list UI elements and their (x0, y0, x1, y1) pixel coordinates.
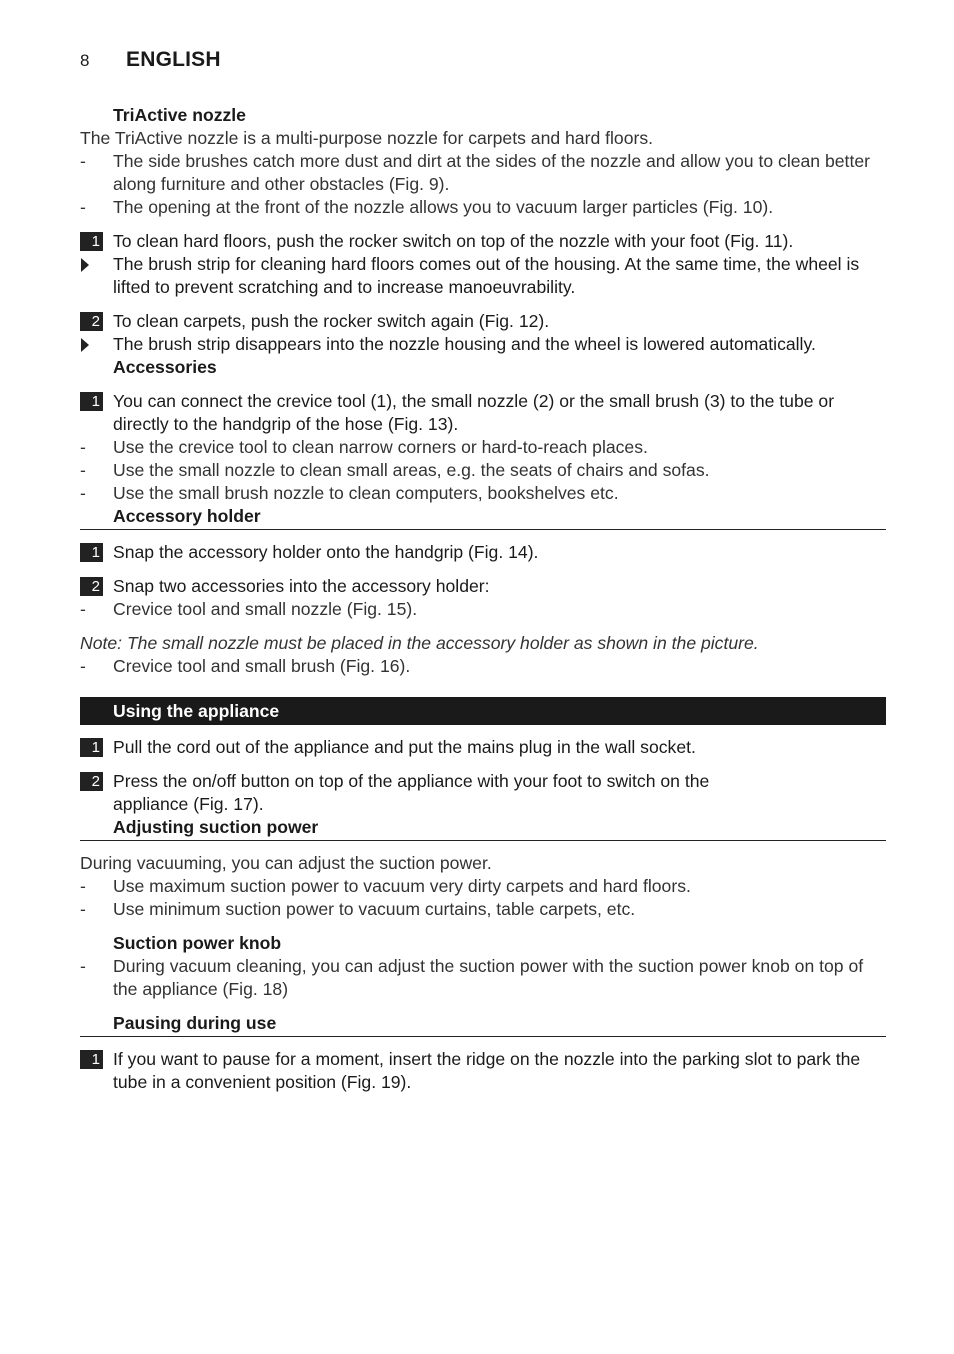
accessory-holder-heading: Accessory holder (80, 505, 886, 530)
accessories-heading: Accessories (113, 357, 217, 377)
list-item-text: The side brushes catch more dust and dirt at the sides of the nozzle and allow you to clean better along furniture and other obstacles (Fig. 9). (113, 151, 870, 194)
step-item (80, 230, 886, 253)
list-item-text: Use the crevice tool to clean narrow corners or hard-to-reach places. (113, 437, 648, 457)
page-content (80, 104, 886, 1094)
step-item (80, 390, 886, 436)
dash-marker: - (80, 483, 86, 503)
step-number-badge: 1 (80, 1050, 103, 1069)
suction-heading: Adjusting suction power (80, 816, 886, 841)
list-item (80, 436, 886, 459)
dash-marker: - (80, 437, 86, 457)
step-text: Snap the accessory holder onto the handgrip (Fig. 14). (113, 542, 539, 562)
dash-marker: - (80, 460, 86, 480)
dash-marker: - (80, 956, 86, 976)
step-text: To clean carpets, push the rocker switch again (Fig. 12). (113, 311, 550, 331)
step-number-badge: 1 (80, 392, 103, 411)
list-item (80, 459, 886, 482)
list-item-text: Use the small brush nozzle to clean computers, bookshelves etc. (113, 483, 619, 503)
step-number-badge: 2 (80, 312, 103, 331)
step-text: Press the on/off button on top of the appliance with your foot to switch on the appliance (Fig. 17). (113, 771, 710, 814)
suction-intro: During vacuuming, you can adjust the suction power. (80, 853, 492, 873)
step-item (80, 1048, 886, 1094)
step-text: To clean hard floors, push the rocker switch on top of the nozzle with your foot (Fig. 11). (113, 231, 794, 251)
list-item-text: Use maximum suction power to vacuum very dirty carpets and hard floors. (113, 876, 691, 896)
list-item-text: Crevice tool and small brush (Fig. 16). (113, 656, 411, 676)
step-text: Snap two accessories into the accessory holder: (113, 576, 490, 596)
list-item-text: Use the small nozzle to clean small areas, e.g. the seats of chairs and sofas. (113, 460, 710, 480)
step-text: Pull the cord out of the appliance and put the mains plug in the wall socket. (113, 737, 696, 757)
note-text: Note: The small nozzle must be placed in the accessory holder as shown in the picture. (80, 633, 759, 653)
list-item (80, 598, 886, 621)
result-text: The brush strip for cleaning hard floors comes out of the housing. At the same time, the wheel is lifted to prevent scratching and to increase manoeuvrability. (113, 254, 860, 297)
suction-knob-heading: Suction power knob (113, 933, 282, 953)
list-item (80, 150, 886, 196)
result-item (80, 253, 886, 299)
list-item (80, 482, 886, 505)
list-item (80, 196, 886, 219)
step-item (80, 541, 886, 564)
step-number-badge: 2 (80, 577, 103, 596)
result-text: The brush strip disappears into the nozzle housing and the wheel is lowered automatically. (113, 334, 816, 354)
list-item (80, 898, 886, 921)
triangle-bullet-icon (81, 338, 89, 352)
dash-marker: - (80, 151, 86, 171)
list-item (80, 655, 886, 678)
step-item (80, 736, 886, 759)
triactive-heading: TriActive nozzle (113, 105, 246, 125)
step-number-badge: 1 (80, 738, 103, 757)
dash-marker: - (80, 656, 86, 676)
step-number-badge: 1 (80, 543, 103, 562)
list-item-text: Use minimum suction power to vacuum curtains, table carpets, etc. (113, 899, 636, 919)
step-text: You can connect the crevice tool (1), the small nozzle (2) or the small brush (3) to the tube or directly to the handgrip of the hose (Fig. 13). (113, 391, 835, 434)
triactive-intro: The TriActive nozzle is a multi-purpose nozzle for carpets and hard floors. (80, 128, 654, 148)
section-title-bar: Using the appliance (80, 697, 886, 725)
dash-marker: - (80, 197, 86, 217)
list-item-text: The opening at the front of the nozzle allows you to vacuum larger particles (Fig. 10). (113, 197, 774, 217)
list-item (80, 955, 886, 1001)
dash-marker: - (80, 876, 86, 896)
language-title: ENGLISH (126, 48, 221, 71)
dash-marker: - (80, 899, 86, 919)
page-header (80, 48, 221, 74)
step-text: If you want to pause for a moment, insert the ridge on the nozzle into the parking slot to park the tube in a convenient position (Fig. 19). (113, 1049, 861, 1092)
step-number-badge: 2 (80, 772, 103, 791)
dash-marker: - (80, 599, 86, 619)
triangle-bullet-icon (81, 258, 89, 272)
list-item (80, 875, 886, 898)
pausing-heading: Pausing during use (80, 1012, 886, 1037)
step-item (80, 575, 886, 598)
step-item (80, 310, 886, 333)
step-item (80, 770, 886, 816)
list-item-text: During vacuum cleaning, you can adjust the suction power with the suction power knob on top of the appliance (Fig. 18) (113, 956, 864, 999)
page-number: 8 (80, 51, 90, 70)
step-number-badge: 1 (80, 232, 103, 251)
result-item (80, 333, 886, 356)
list-item-text: Crevice tool and small nozzle (Fig. 15). (113, 599, 418, 619)
